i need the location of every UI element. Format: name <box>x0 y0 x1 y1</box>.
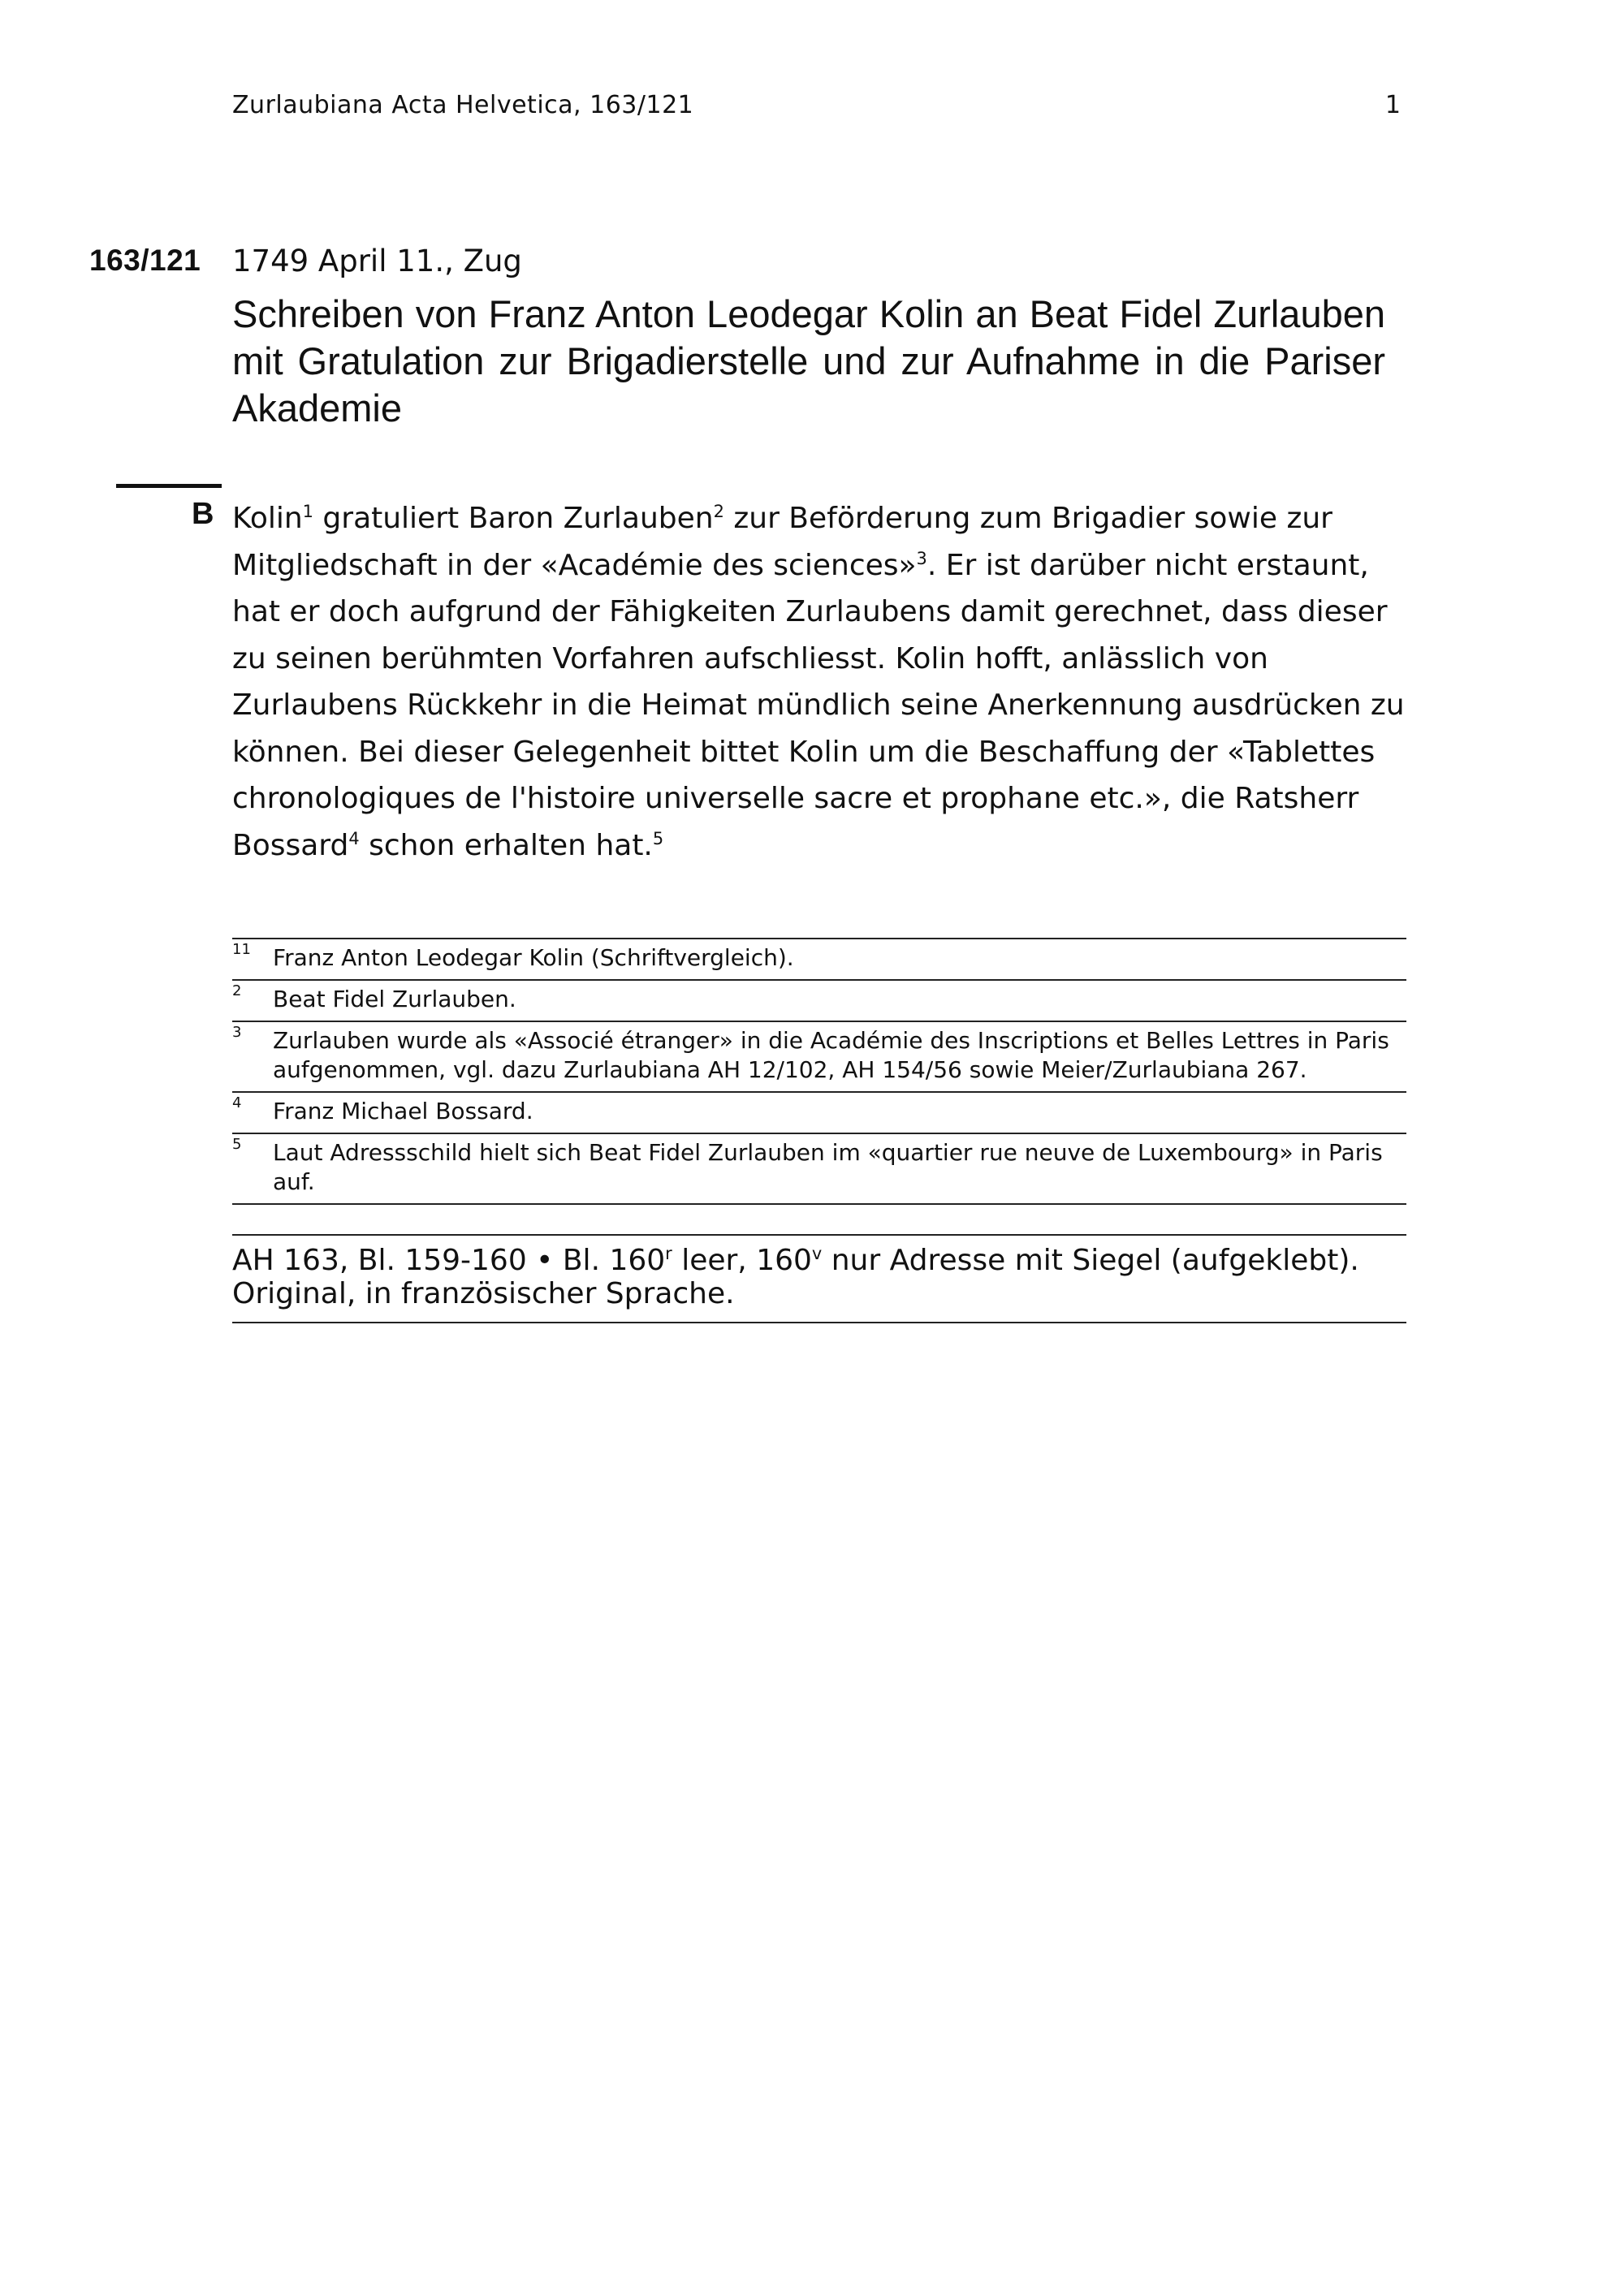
abstract-text: zur Beförderung zum Brigadier sowie zur Mitgliedschaft in der «Académie des sciences» <box>232 502 1332 582</box>
footnote-ref: 4 <box>348 828 360 848</box>
section-divider <box>116 484 222 488</box>
document-date: 1749 April 11., Zug <box>232 244 522 278</box>
page-number: 1 <box>1384 91 1401 119</box>
footnote-number: 3 <box>232 1024 242 1041</box>
footnote-ref: 3 <box>916 548 927 568</box>
footnote-ref: 5 <box>652 828 664 848</box>
source-text: nur Adresse mit Siegel (aufgeklebt). Original, in französischer Sprache. <box>232 1244 1359 1310</box>
abstract-paragraph <box>232 495 1410 869</box>
footnote <box>232 939 1406 981</box>
footnote-text: Franz Michael Bossard. <box>273 1098 533 1124</box>
footnote-ref: 1 <box>302 502 313 521</box>
running-title: Zurlaubiana Acta Helvetica, 163/121 <box>232 91 694 119</box>
footnote <box>232 1022 1406 1093</box>
source-text: AH 163, Bl. 159-160 • Bl. 160 <box>232 1244 666 1277</box>
abstract-marker: B <box>192 497 214 531</box>
footnote-text: Beat Fidel Zurlauben. <box>273 986 516 1012</box>
document-number: 163/121 <box>89 244 201 277</box>
footnote-text: Zurlauben wurde als «Associé étranger» in die Académie des Inscriptions et Belles Lettres in Paris aufgenommen, vgl. dazu Zurlaubiana AH 12/102, AH 154/56 sowie Meier/Zurlaubiana 267. <box>273 1027 1389 1083</box>
verso-mark: v <box>811 1244 823 1263</box>
source-text: leer, 160 <box>672 1244 812 1277</box>
footnote-number: 5 <box>232 1136 242 1153</box>
abstract-text: Kolin <box>232 502 303 535</box>
footnote <box>232 1093 1406 1134</box>
footnote-text: Franz Anton Leodegar Kolin (Schriftvergleich). <box>273 944 794 971</box>
footnotes <box>232 938 1406 1205</box>
footnote-number: 11 <box>232 941 251 958</box>
footnote <box>232 981 1406 1022</box>
abstract-text: gratuliert Baron Zurlauben <box>313 502 714 535</box>
footnote <box>232 1134 1406 1205</box>
footnote-number: 4 <box>232 1094 242 1111</box>
footnote-number: 2 <box>232 982 242 999</box>
document-title: Schreiben von Franz Anton Leodegar Kolin an Beat Fidel Zurlauben mit Gratulation zur Brigadierstelle und zur Aufnahme in die Pariser Akademie <box>232 292 1385 429</box>
recto-mark: r <box>665 1244 672 1263</box>
footnote-text: Laut Adressschild hielt sich Beat Fidel Zurlauben im «quartier rue neuve de Luxembourg» in Paris auf. <box>273 1139 1383 1195</box>
source-reference <box>232 1234 1406 1323</box>
abstract-text: . Er ist darüber nicht erstaunt, hat er doch aufgrund der Fähigkeiten Zurlaubens damit gerechnet, dass dieser zu seinen berühmten Vorfahren aufschliesst. Kolin hofft, anlässlich von Zurlaubens Rückkehr in die Heimat mündlich seine Anerkennung ausdrücken zu können. Bei dieser Gelegenheit bittet Kolin um die Beschaffung der «Tablettes chronologiques de l'histoire universelle sacre et prophane etc.», die Ratsherr Bossard <box>232 548 1405 862</box>
footnote-ref: 2 <box>713 502 724 521</box>
abstract-text: schon erhalten hat. <box>359 828 653 862</box>
